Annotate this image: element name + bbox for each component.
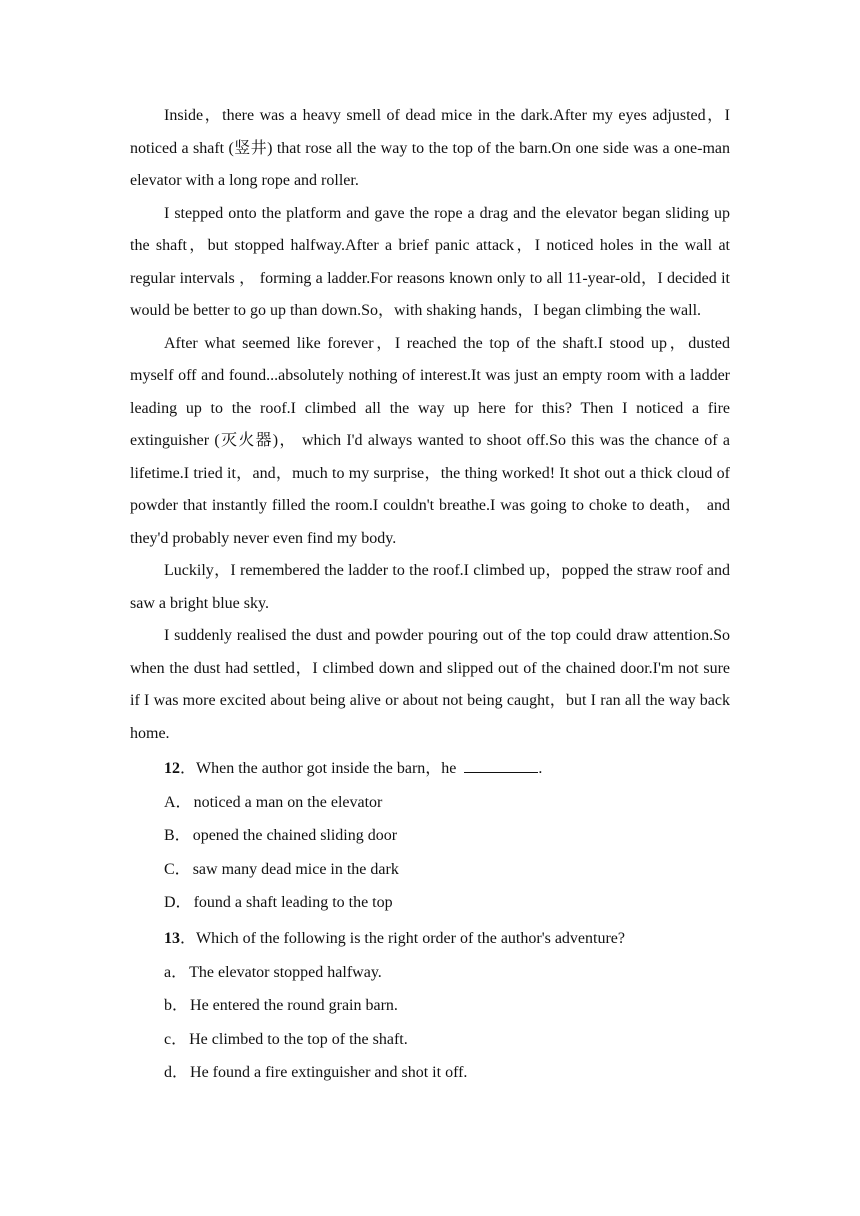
option-letter: B． <box>164 827 191 845</box>
option-text: found a shaft leading to the top <box>193 894 393 912</box>
answer-blank <box>464 758 538 773</box>
option-text: He found a fire extinguisher and shot it off. <box>190 1064 468 1082</box>
question-12 <box>130 752 730 920</box>
question-13 <box>130 922 730 1090</box>
option-b <box>130 819 730 853</box>
question-end: . <box>538 760 543 777</box>
option-letter: a． <box>164 963 188 981</box>
question-number: 12 <box>164 760 180 777</box>
question-stem <box>130 752 730 786</box>
question-text: When the author got inside the barn，he <box>196 760 457 777</box>
passage-paragraph: After what seemed like forever，I reached the top of the shaft.I stood up，dusted myself off and found...absolutely nothing of interest.It was just an empty room with a ladder leading up to the roof.I climbed all the way up here for this? Then I noticed a fire extinguisher (灭火器)， which I'd always wanted to shoot off.So this was the chance of a lifetime.I tried it，and，much to my surprise，the thing worked! It shot out a thick cloud of powder that instantly filled the room.I couldn't breathe.I was going to choke to death， and they'd probably never even find my body. <box>130 334 730 547</box>
option-letter: A． <box>164 793 192 811</box>
option-text: opened the chained sliding door <box>192 827 398 845</box>
passage-paragraph: I stepped onto the platform and gave the rope a drag and the elevator began sliding up the shaft，but stopped halfway.After a brief panic attack，I noticed holes in the wall at regular intervals ， forming a ladder.For reasons known only to all 11-year-old，I decided it would be better to go up than down.So，with shaking hands，I began climbing the wall. <box>130 204 730 319</box>
passage-paragraph: I suddenly realised the dust and powder pouring out of the top could draw attention.So when the dust had settled，I climbed down and slipped out of the chained door.I'm not sure if I was more excited about being alive or about not being caught，but I ran all the way back home. <box>130 627 730 742</box>
option-letter: D． <box>164 894 192 912</box>
option-text: noticed a man on the elevator <box>193 793 383 811</box>
page-content <box>130 100 730 1090</box>
event-c <box>130 1023 730 1057</box>
option-text: saw many dead mice in the dark <box>192 860 399 878</box>
question-stem <box>130 922 730 956</box>
option-letter: C． <box>164 860 191 878</box>
option-c <box>130 853 730 887</box>
option-letter: b． <box>164 997 189 1015</box>
option-a <box>130 786 730 820</box>
option-letter: d． <box>164 1064 189 1082</box>
event-a <box>130 956 730 990</box>
option-letter: c． <box>164 1030 188 1048</box>
option-text: He climbed to the top of the shaft. <box>189 1030 408 1048</box>
question-separator: ． <box>180 760 197 777</box>
option-d <box>130 886 730 920</box>
reading-passage <box>130 100 730 750</box>
passage-paragraph: Luckily，I remembered the ladder to the roof.I climbed up，popped the straw roof and saw a bright blue sky. <box>130 562 730 612</box>
passage-paragraph: Inside，there was a heavy smell of dead mice in the dark.After my eyes adjusted，I noticed a shaft (竖井) that rose all the way to the top of the barn.On one side was a one-man elevator with a long rope and roller. <box>130 107 730 189</box>
event-d <box>130 1056 730 1090</box>
question-text: Which of the following is the right order of the author's adventure? <box>196 929 625 947</box>
option-text: The elevator stopped halfway. <box>189 963 382 981</box>
question-separator: ． <box>180 929 197 947</box>
event-b <box>130 989 730 1023</box>
option-text: He entered the round grain barn. <box>190 997 398 1015</box>
question-number: 13 <box>164 929 180 947</box>
